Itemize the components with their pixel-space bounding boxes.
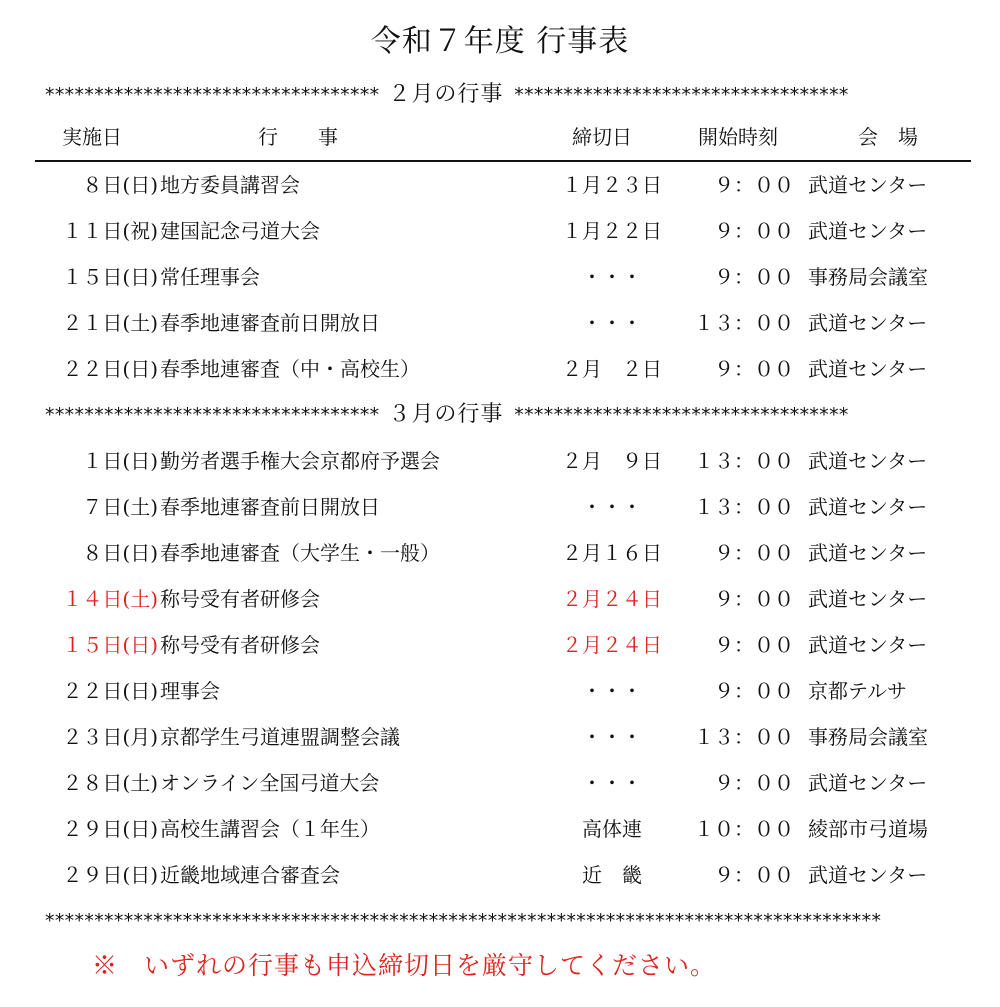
row-deadline: ２月１６日	[562, 541, 662, 565]
row-date: １日(日)	[82, 449, 158, 473]
row-event: 理事会	[160, 679, 220, 703]
row-venue: 事務局会議室	[808, 265, 928, 289]
table-row	[0, 766, 1000, 800]
table-row	[0, 582, 1000, 616]
row-deadline: １月２３日	[562, 173, 662, 197]
deadline-note: ※ いずれの行事も申込締切日を厳守してください。	[92, 951, 717, 980]
header-divider	[35, 160, 971, 162]
row-event: 建国記念弓道大会	[160, 219, 320, 243]
header-venue: 会 場	[858, 125, 918, 149]
header-date: 実施日	[62, 125, 122, 149]
row-start-time: １３：００	[694, 449, 794, 473]
row-event: 常任理事会	[160, 265, 260, 289]
row-event: 春季地連審査（中・高校生）	[160, 357, 420, 381]
row-start-time: １３：００	[694, 725, 794, 749]
row-start-time: ９：００	[714, 219, 794, 243]
table-row	[0, 168, 1000, 202]
row-event: 春季地連審査前日開放日	[160, 311, 380, 335]
row-venue: 武道センター	[808, 219, 928, 243]
page-title: 令和７年度 行事表	[370, 24, 630, 59]
row-date: ２３日(月)	[62, 725, 158, 749]
row-date: １４日(土)	[62, 587, 158, 611]
row-event: 近畿地域連合審査会	[160, 863, 340, 887]
stars-right: **********************************	[513, 404, 848, 426]
row-event: 高校生講習会（１年生）	[160, 817, 380, 841]
row-start-time: ９：００	[714, 863, 794, 887]
row-venue: 武道センター	[808, 633, 928, 657]
row-deadline: ・・・	[582, 495, 642, 519]
stars-left: **********************************	[44, 84, 379, 106]
row-date: ２２日(日)	[62, 679, 158, 703]
row-venue: 武道センター	[808, 449, 928, 473]
row-start-time: ９：００	[714, 265, 794, 289]
row-event: 地方委員講習会	[160, 173, 300, 197]
row-venue: 武道センター	[808, 541, 928, 565]
row-venue: 武道センター	[808, 357, 928, 381]
row-event: オンライン全国弓道大会	[160, 771, 380, 795]
row-deadline: ・・・	[582, 771, 642, 795]
table-row	[0, 536, 1000, 570]
footer-stars: *************************************************************************************	[44, 910, 881, 932]
row-deadline: １月２２日	[562, 219, 662, 243]
header-start-time: 開始時刻	[698, 125, 778, 149]
row-deadline: ２月２４日	[562, 633, 662, 657]
row-start-time: ９：００	[714, 541, 794, 565]
row-event: 春季地連審査（大学生・一般）	[160, 541, 440, 565]
table-row	[0, 214, 1000, 248]
row-venue: 武道センター	[808, 863, 928, 887]
row-deadline: ・・・	[582, 679, 642, 703]
table-row	[0, 674, 1000, 708]
row-deadline: 高体連	[582, 817, 642, 841]
row-start-time: ９：００	[714, 357, 794, 381]
row-deadline: 近 畿	[582, 863, 642, 887]
row-event: 称号受有者研修会	[160, 633, 320, 657]
row-date: ２２日(日)	[62, 357, 158, 381]
row-event: 春季地連審査前日開放日	[160, 495, 380, 519]
row-event: 称号受有者研修会	[160, 587, 320, 611]
table-row	[0, 720, 1000, 754]
section-header-feb	[44, 82, 960, 108]
row-deadline: ・・・	[582, 265, 642, 289]
row-deadline: ・・・	[582, 311, 642, 335]
row-start-time: ９：００	[714, 633, 794, 657]
row-venue: 武道センター	[808, 173, 928, 197]
section-header-mar	[44, 402, 960, 428]
table-row	[0, 260, 1000, 294]
table-row	[0, 444, 1000, 478]
row-venue: 武道センター	[808, 587, 928, 611]
row-venue: 綾部市弓道場	[808, 817, 928, 841]
stars-left: **********************************	[44, 404, 379, 426]
row-start-time: ９：００	[714, 587, 794, 611]
table-row	[0, 812, 1000, 846]
row-date: １５日(日)	[62, 633, 158, 657]
row-venue: 武道センター	[808, 311, 928, 335]
row-date: ８日(日)	[82, 173, 158, 197]
row-start-time: １３：００	[694, 495, 794, 519]
stars-right: **********************************	[513, 84, 848, 106]
row-venue: 事務局会議室	[808, 725, 928, 749]
row-venue: 京都テルサ	[808, 679, 907, 703]
table-row	[0, 858, 1000, 892]
row-start-time: １０：００	[694, 817, 794, 841]
table-row	[0, 352, 1000, 386]
section-label-feb: ２月の行事	[388, 82, 504, 107]
row-deadline: ２月 ９日	[562, 449, 662, 473]
row-date: ２９日(日)	[62, 817, 158, 841]
row-date: ２９日(日)	[62, 863, 158, 887]
table-row	[0, 628, 1000, 662]
row-venue: 武道センター	[808, 771, 928, 795]
row-deadline: ２月２４日	[562, 587, 662, 611]
table-row	[0, 490, 1000, 524]
row-start-time: １３：００	[694, 311, 794, 335]
row-deadline: ２月 ２日	[562, 357, 662, 381]
row-date: １５日(日)	[62, 265, 158, 289]
section-label-mar: ３月の行事	[388, 402, 504, 427]
header-deadline: 締切日	[572, 125, 632, 149]
row-start-time: ９：００	[714, 771, 794, 795]
header-event: 行 事	[258, 125, 338, 149]
row-start-time: ９：００	[714, 173, 794, 197]
table-header	[0, 122, 1000, 152]
row-venue: 武道センター	[808, 495, 928, 519]
row-event: 京都学生弓道連盟調整会議	[160, 725, 400, 749]
row-event: 勤労者選手権大会京都府予選会	[160, 449, 440, 473]
row-start-time: ９：００	[714, 679, 794, 703]
table-row	[0, 306, 1000, 340]
row-deadline: ・・・	[582, 725, 642, 749]
row-date: ７日(土)	[82, 495, 158, 519]
row-date: ２１日(土)	[62, 311, 158, 335]
row-date: ８日(日)	[82, 541, 158, 565]
row-date: １１日(祝)	[62, 219, 158, 243]
row-date: ２８日(土)	[62, 771, 158, 795]
